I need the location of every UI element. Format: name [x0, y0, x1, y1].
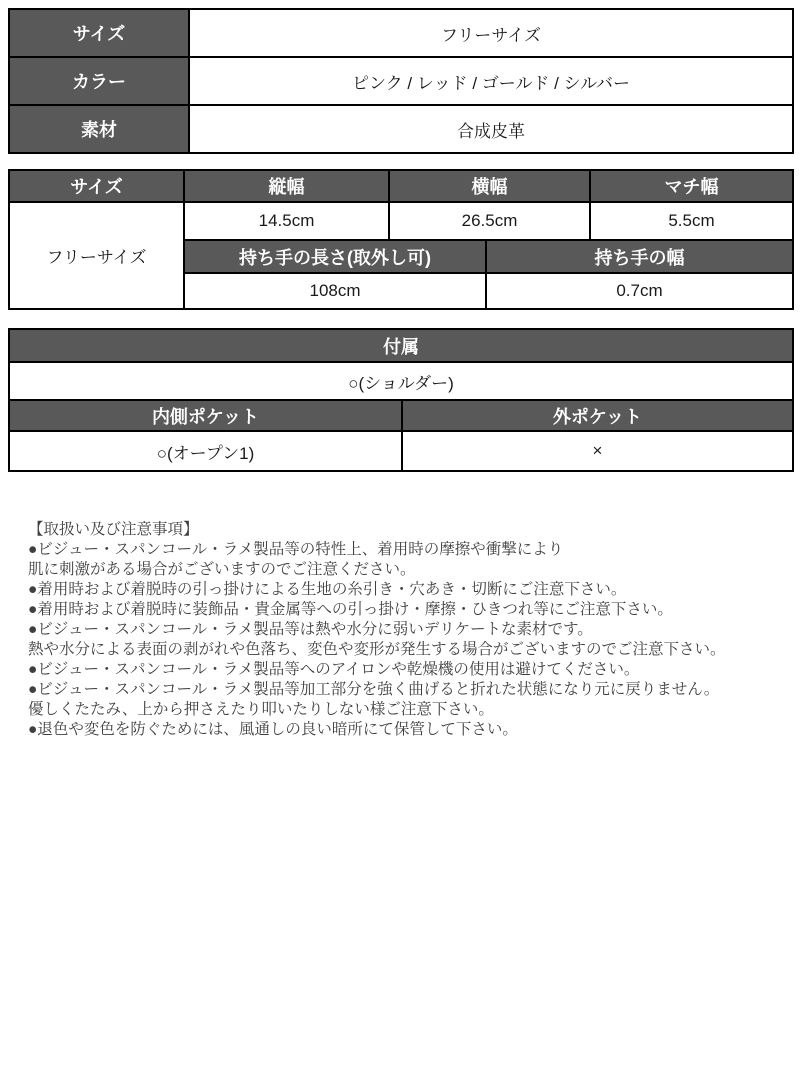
material-label: 素材 [9, 105, 189, 153]
table-row [9, 431, 793, 471]
handling-note-line: ●着用時および着脱時の引っ掛けによる生地の糸引き・穴あき・切断にご注意下さい。 [28, 581, 627, 598]
material-value: 合成皮革 [189, 105, 793, 153]
outer-pocket-header: 外ポケット [402, 400, 793, 431]
width-header: 横幅 [389, 170, 590, 202]
table-row [9, 57, 793, 105]
height-header: 縦幅 [184, 170, 389, 202]
measurements-table [8, 169, 794, 310]
handling-notes [28, 520, 792, 740]
handle-width-value: 0.7cm [486, 273, 793, 309]
accessories-pockets-table [8, 328, 794, 472]
color-label: カラー [9, 57, 189, 105]
height-value: 14.5cm [184, 202, 389, 240]
handling-note-line: 熱や水分による表面の剥がれや色落ち、変色や変形が発生する場合がございますのでご注意下さい。 [28, 641, 726, 658]
handling-note-line: ●着用時および着脱時に装飾品・貴金属等への引っ掛け・摩擦・ひきつれ等にご注意下さい。 [28, 601, 673, 618]
accessory-value: ○(ショルダー) [9, 362, 793, 400]
table-row [9, 400, 793, 431]
table-row [9, 362, 793, 400]
handling-note-line: ●ビジュー・スパンコール・ラメ製品等の特性上、着用時の摩擦や衝撃により [28, 541, 564, 558]
handling-note-line: ●退色や変色を防ぐためには、風通しの良い暗所にて保管して下さい。 [28, 721, 518, 738]
gusset-header: マチ幅 [590, 170, 793, 202]
size-value: フリーサイズ [9, 202, 184, 309]
width-value: 26.5cm [389, 202, 590, 240]
handling-note-line: 優しくたたみ、上から押さえたり叩いたりしない様ご注意下さい。 [28, 701, 494, 718]
size-color-material-table [8, 8, 794, 154]
size-label: サイズ [9, 9, 189, 57]
handle-length-header: 持ち手の長さ(取外し可) [184, 240, 486, 273]
accessory-header: 付属 [9, 329, 793, 362]
inner-pocket-value: ○(オープン1) [9, 431, 402, 471]
table-row [9, 202, 793, 240]
gusset-value: 5.5cm [590, 202, 793, 240]
handling-notes-title: 【取扱い及び注意事項】 [28, 521, 199, 538]
handling-note-line: ●ビジュー・スパンコール・ラメ製品等加工部分を強く曲げると折れた状態になり元に戻りません。 [28, 681, 720, 698]
table-row [9, 9, 793, 57]
handling-note-line: ●ビジュー・スパンコール・ラメ製品等へのアイロンや乾燥機の使用は避けてください。 [28, 661, 640, 678]
handle-length-value: 108cm [184, 273, 486, 309]
table-row [9, 170, 793, 202]
outer-pocket-value: × [402, 431, 793, 471]
handle-width-header: 持ち手の幅 [486, 240, 793, 273]
size-header: サイズ [9, 170, 184, 202]
inner-pocket-header: 内側ポケット [9, 400, 402, 431]
handling-note-line: ●ビジュー・スパンコール・ラメ製品等は熱や水分に弱いデリケートな素材です。 [28, 621, 593, 638]
table-row [9, 105, 793, 153]
color-value: ピンク / レッド / ゴールド / シルバー [189, 57, 793, 105]
handling-note-line: 肌に刺激がある場合がございますのでご注意ください。 [28, 561, 416, 578]
size-value: フリーサイズ [189, 9, 793, 57]
table-row [9, 329, 793, 362]
